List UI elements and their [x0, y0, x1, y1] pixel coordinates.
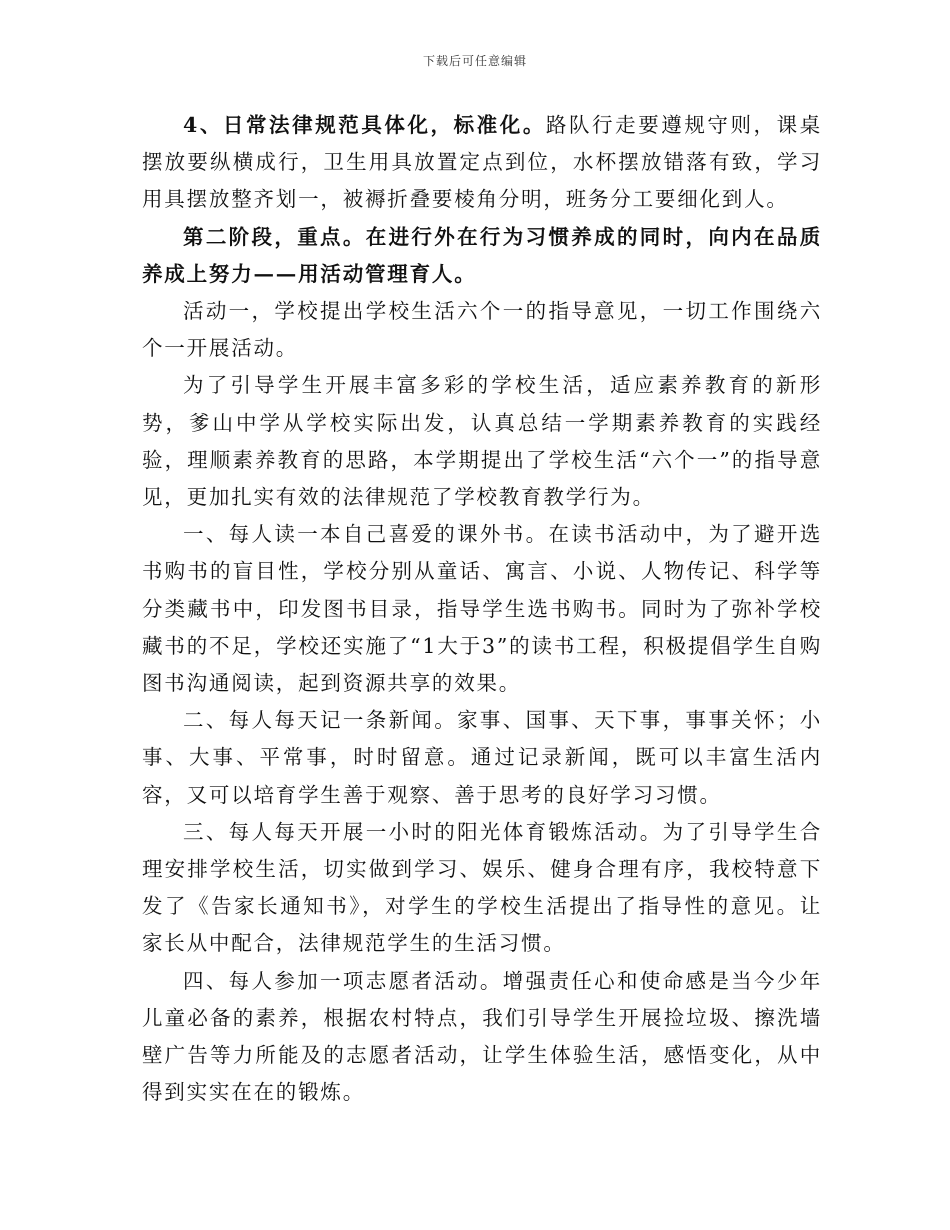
paragraph-item-volunteer: 四、每人参加一项志愿者活动。增强责任心和使命感是当今少年儿童必备的素养，根据农村特点，我们引导学生开展捡垃圾、擦洗墙壁广告等力所能及的志愿者活动，让学生体验生活，感悟变化，从中得到实实在在的锻炼。 [142, 968, 822, 1105]
paragraph-intro: 为了引导学生开展丰富多彩的学校生活，适应素养教育的新形势，爹山中学从学校实际出发，认真总结一学期素养教育的实践经验，理顺素养教育的思路，本学期提出了学校生活“六个一”的指导意见，更加扎实有效的法律规范了学校教育教学行为。 [142, 373, 822, 510]
paragraph-lead: 4、日常法律规范具体化，标准化。 [183, 113, 546, 137]
document-body [142, 107, 822, 1111]
paragraph-item-exercise: 三、每人每天开展一小时的阳光体育锻炼活动。为了引导学生合理安排学校生活，切实做到学习、娱乐、健身合理有序，我校特意下发了《告家长通知书》，对学生的学校生活提出了指导性的意见。让家长从中配合，法律规范学生的生活习惯。 [142, 819, 822, 956]
paragraph-text: 路队行走要遵规守则，课桌摆放要纵横成行，卫生用具放置定点到位，水杯摆放错落有致，学习用具摆放整齐划一，被褥折叠要棱角分明，班务分工要细化到人。 [142, 113, 822, 212]
page-header: 下载后可任意编辑 [422, 54, 527, 68]
paragraph-item-reading: 一、每人读一本自己喜爱的课外书。在读书活动中，为了避开选书购书的盲目性，学校分别从童话、寓言、小说、人物传记、科学等分类藏书中，印发图书目录，指导学生选书购书。同时为了弥补学校藏书的不足，学校还实施了“1大于3”的读书工程，积极提倡学生自购图书沟通阅读，起到资源共享的效果。 [142, 522, 822, 696]
paragraph-activity-one: 活动一，学校提出学校生活六个一的指导意见，一切工作围绕六个一开展活动。 [142, 299, 822, 361]
paragraph-item-news: 二、每人每天记一条新闻。家事、国事、天下事，事事关怀；小事、大事、平常事，时时留意。通过记录新闻，既可以丰富生活内容，又可以培育学生善于观察、善于思考的良好学习习惯。 [142, 708, 822, 807]
paragraph-stage-two: 第二阶段，重点。在进行外在行为习惯养成的同时，向内在品质养成上努力——用活动管理育人。 [142, 224, 822, 286]
paragraph-daily-norms [142, 107, 822, 219]
